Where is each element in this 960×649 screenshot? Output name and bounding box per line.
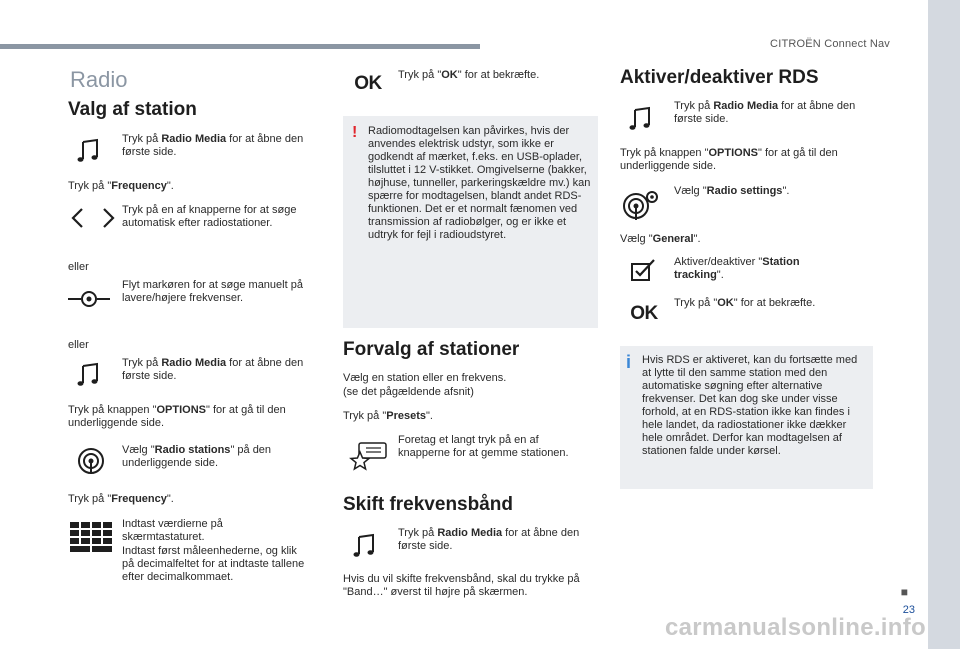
band-text: Hvis du vil skifte frekvensbånd, skal du trykke på "Band…" øverst til højre på skærmen.: [343, 573, 580, 598]
brand-title: CITROËN Connect Nav: [770, 38, 890, 50]
info-note: [620, 346, 873, 489]
slider-cursor-icon: [68, 286, 110, 312]
enter-units-text: Indtast først måleenhederne, og klik på decimalfeltet for at indtaste tallene efter decimalkommaet.: [122, 545, 305, 583]
warning-icon: !: [352, 124, 358, 141]
long-press-text: Foretag et langt tryk på en af knapperne for at gemme stationen.: [398, 434, 569, 459]
tap-radio-media-1: Tryk på Radio Media for at åbne den første side.: [122, 133, 304, 158]
tap-ok-col3: Tryk på "OK" for at bekræfte.: [674, 297, 816, 309]
info-icon: i: [626, 352, 632, 372]
see-section-text: (se det pågældende afsnit): [343, 386, 474, 398]
tap-radio-media-2: Tryk på Radio Media for at åbne den første side.: [122, 357, 304, 382]
end-marker: ■: [900, 585, 908, 599]
heading-rds: Aktiver/deaktiver RDS: [620, 67, 819, 88]
station-tracking-text: Aktiver/deaktiver "Station tracking".: [674, 256, 800, 281]
radio-stations-icon: [76, 446, 106, 476]
heading-forvalg: Forvalg af stationer: [343, 339, 520, 360]
chevron-left-icon: [66, 204, 88, 232]
or-text-2: eller: [68, 339, 89, 351]
select-general: Vælg "General".: [620, 233, 701, 245]
music-note-icon: [350, 531, 380, 561]
info-text: Hvis RDS er aktiveret, kan du fortsætte med at lytte til den samme station med den automatiske søgning efter alternative frekvenser. Det kan dog ske under visse forhold, at en RDS-station ikke kan findes i hele landet, da radiostationer ikke dækker hele området. Derfor kan modtagelsen af stationen falde under kørsel.: [642, 354, 858, 457]
section-title: Radio: [70, 67, 128, 92]
tap-frequency-2: Tryk på "Frequency".: [68, 493, 174, 505]
checkbox-icon: [628, 256, 658, 284]
ok-icon: OK: [354, 73, 382, 94]
tap-ok-col2: Tryk på "OK" for at bekræfte.: [398, 69, 540, 81]
star-preset-icon: [348, 440, 388, 472]
watermark: carmanualsonline.info: [664, 614, 926, 641]
radio-settings-icon: [622, 188, 660, 222]
music-note-icon: [74, 360, 104, 390]
heading-skift: Skift frekvensbånd: [343, 494, 513, 515]
keypad-icon: [70, 521, 112, 553]
warning-text: Radiomodtagelsen kan påvirkes, hvis der anvendes elektrisk udstyr, som ikke er godkendt af mærket, f.eks. en USB-oplader, tilsluttet i 12 V-stikket. Omgivelserne (bakker, højhuse, tunneller, parkeringskældre mv.) kan spærre for modtagelsen, blandt andet RDS-funktionen. Det er et normalt fænomen ved transmission af radiobølger, og er ikke et udtryk for fejl i radioudstyret.: [368, 125, 591, 241]
heading-valg-af-station: Valg af station: [68, 99, 197, 120]
or-text-1: eller: [68, 261, 89, 273]
search-manual-text: Flyt markøren for at søge manuelt på lavere/højere frekvenser.: [122, 279, 303, 304]
select-station-text: Vælg en station eller en frekvens.: [343, 372, 507, 384]
page-number: 23: [902, 604, 915, 616]
header-bar: [0, 44, 480, 49]
chevron-right-icon: [98, 204, 120, 232]
tap-presets: Tryk på "Presets".: [343, 410, 433, 422]
warning-note: [343, 116, 598, 328]
tap-radio-media-col2: Tryk på Radio Media for at åbne den første side.: [398, 527, 580, 552]
page-edge-strip: [928, 0, 960, 649]
tap-radio-media-col3: Tryk på Radio Media for at åbne den første side.: [674, 100, 856, 125]
tap-frequency-1: Tryk på "Frequency".: [68, 180, 174, 192]
select-radio-stations: Vælg "Radio stations" på den underliggende side.: [122, 444, 272, 469]
tap-options-col1: Tryk på knappen "OPTIONS" for at gå til den underliggende side.: [68, 404, 286, 429]
select-radio-settings: Vælg "Radio settings".: [674, 185, 790, 197]
tap-options-col3: Tryk på knappen "OPTIONS" for at gå til den underliggende side.: [620, 147, 838, 172]
music-note-icon: [74, 136, 104, 166]
music-note-icon: [626, 104, 656, 134]
ok-icon: OK: [630, 303, 658, 324]
enter-values-text: Indtast værdierne på skærmtastaturet.: [122, 518, 223, 543]
search-auto-text: Tryk på en af knapperne for at søge automatisk efter radiostationer.: [122, 204, 297, 229]
